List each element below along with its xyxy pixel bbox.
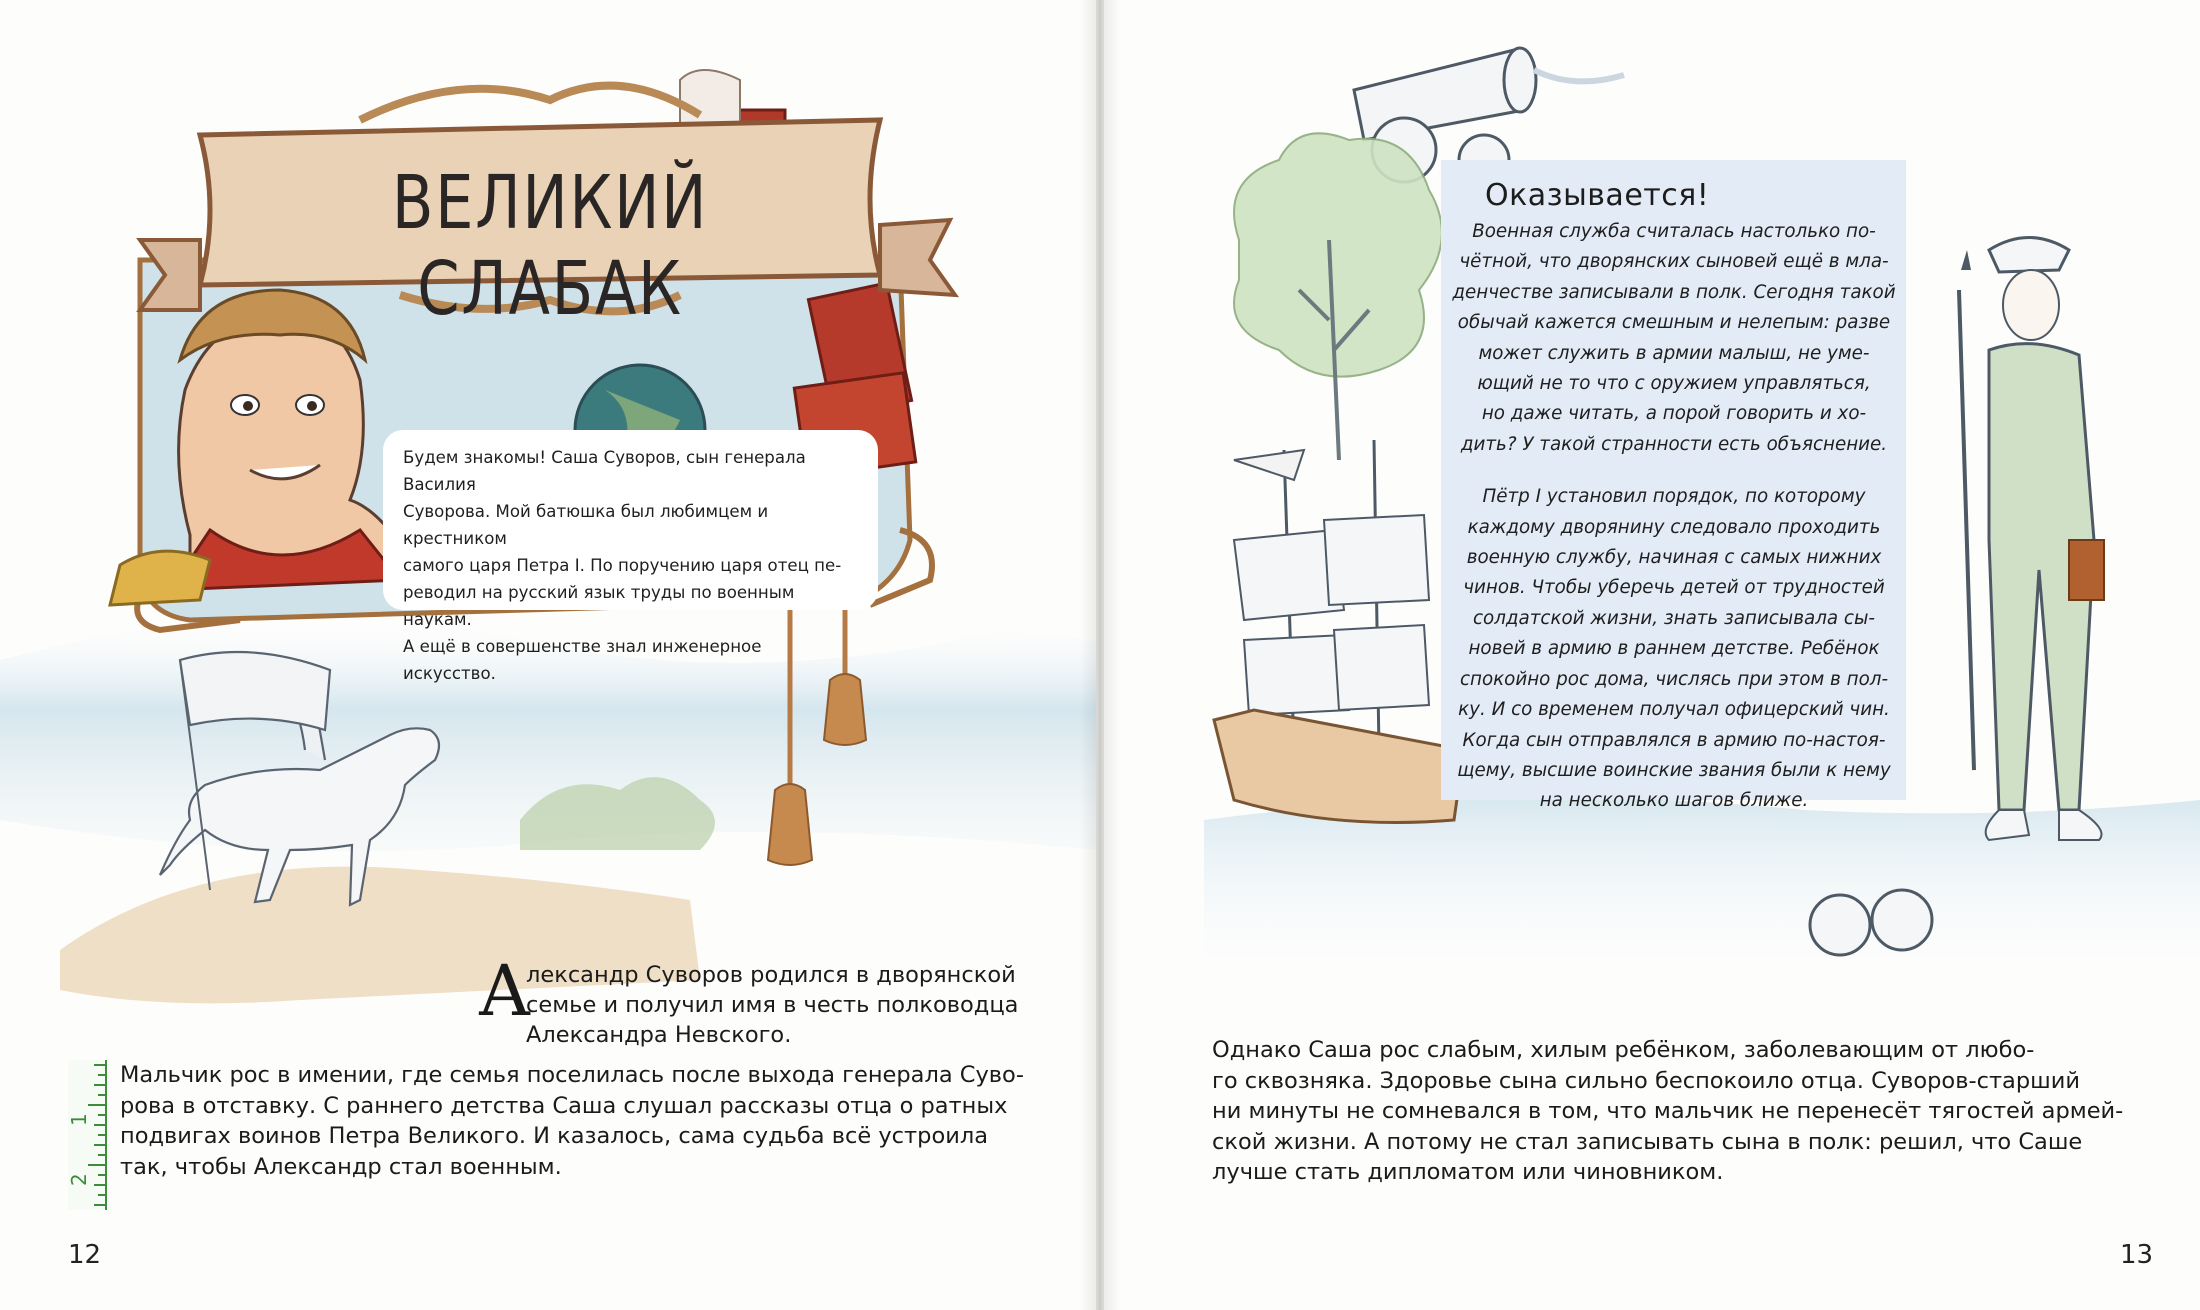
speech-line: реводил на русский язык труды по военным наукам.	[403, 583, 795, 629]
speech-line: Суворова. Мой батюшка был любимцем и крестником	[403, 502, 769, 548]
info-line: дить? У такой странности есть объяснение.	[1460, 433, 1888, 455]
body-line: Мальчик рос в имении, где семья поселилась после выхода генерала Суво-	[120, 1062, 1024, 1088]
ruler-label: 2	[67, 1173, 91, 1186]
body-line: ни минуты не сомневался в том, что мальчик не перенесёт тягостей армей-	[1212, 1098, 2124, 1124]
intro-line: лександр Суворов родился в дворянской	[526, 962, 1016, 988]
intro-paragraph	[478, 950, 1019, 1050]
info-line: ющий не то что с оружием управляться,	[1477, 373, 1871, 395]
info-line: Когда сын отправлялся в армию по-настоя-	[1462, 729, 1886, 751]
info-line: ку. И со временем получал офицерский чин.	[1458, 699, 1890, 721]
info-line: денчестве записывали в полк. Сегодня такой	[1452, 281, 1896, 303]
speech-line: А ещё в совершенстве знал инженерное искусство.	[403, 637, 762, 683]
intro-line: Александра Невского.	[526, 1022, 792, 1048]
speech-line: самого царя Петра I. По поручению царя отец пе-	[403, 556, 842, 575]
body-paragraph	[120, 1060, 1024, 1182]
soldier-drawing	[1919, 210, 2149, 910]
drop-cap: А	[478, 950, 532, 1032]
body-line: го сквозняка. Здоровье сына сильно беспокоило отца. Суворов-старший	[1212, 1067, 2080, 1094]
body-paragraph	[1212, 1035, 2124, 1188]
ruler-icon	[66, 1060, 108, 1210]
speech-line: Будем знакомы! Саша Суворов, сын генерала Василия	[403, 448, 806, 494]
intro-line: семье и получил имя в честь полководца	[526, 992, 1019, 1018]
info-line: но даже читать, а порой говорить и хо-	[1481, 403, 1867, 425]
ruler-label: 1	[67, 1113, 91, 1126]
info-line: щему, высшие воинские звания были к нему	[1457, 759, 1891, 781]
info-line: новей в армию в раннем детстве. Ребёнок	[1468, 638, 1880, 660]
body-line: лучше стать дипломатом или чиновником.	[1212, 1159, 1724, 1185]
info-line: чинов. Чтобы уберечь детей от трудностей	[1463, 577, 1885, 599]
page-number: 13	[2120, 1240, 2154, 1270]
cannonballs-drawing	[1804, 880, 1944, 960]
page-number: 12	[68, 1240, 102, 1270]
info-line: солдатской жизни, знать записывала сы-	[1472, 607, 1876, 629]
body-line: ской жизни. А потому не стал записывать сына в полк: решил, что Саше	[1212, 1128, 2083, 1155]
book-gutter	[1080, 0, 1120, 1310]
info-box-text	[1444, 217, 1904, 817]
right-page	[1104, 0, 2200, 1310]
tree-drawing	[1199, 120, 1459, 460]
info-line: каждому дворянину следовало проходить	[1467, 516, 1881, 538]
info-box-title: Оказывается!	[1485, 178, 1710, 213]
speech-bubble	[383, 430, 878, 683]
body-line: Однако Саша рос слабым, хилым ребёнком, заболевающим от любо-	[1212, 1037, 2035, 1063]
info-line: Пётр I установил порядок, по которому	[1482, 486, 1866, 508]
info-line: обычай кажется смешным и нелепым: разве	[1457, 312, 1891, 334]
info-line: Военная служба считалась настолько по-	[1472, 221, 1876, 242]
info-line: спокойно рос дома, числясь при этом в пол-	[1459, 668, 1889, 690]
body-line: подвигах воинов Петра Великого. И казалось, сама судьба всё устроила	[120, 1123, 988, 1149]
info-line: на несколько шагов ближе.	[1539, 790, 1809, 812]
left-page	[0, 0, 1096, 1310]
info-line: чётной, что дворянских сыновей ещё в мла-	[1459, 251, 1889, 273]
info-line: может служить в армии малыш, не уме-	[1478, 342, 1870, 364]
body-line: так, чтобы Александр стал военным.	[120, 1153, 562, 1180]
page-title: ВЕЛИКИЙ СЛАБАК	[391, 160, 709, 332]
body-line: рова в отставку. С раннего детства Саша слушал рассказы отца о ратных	[120, 1092, 1008, 1119]
info-line: военную службу, начиная с самых нижних	[1466, 547, 1882, 569]
